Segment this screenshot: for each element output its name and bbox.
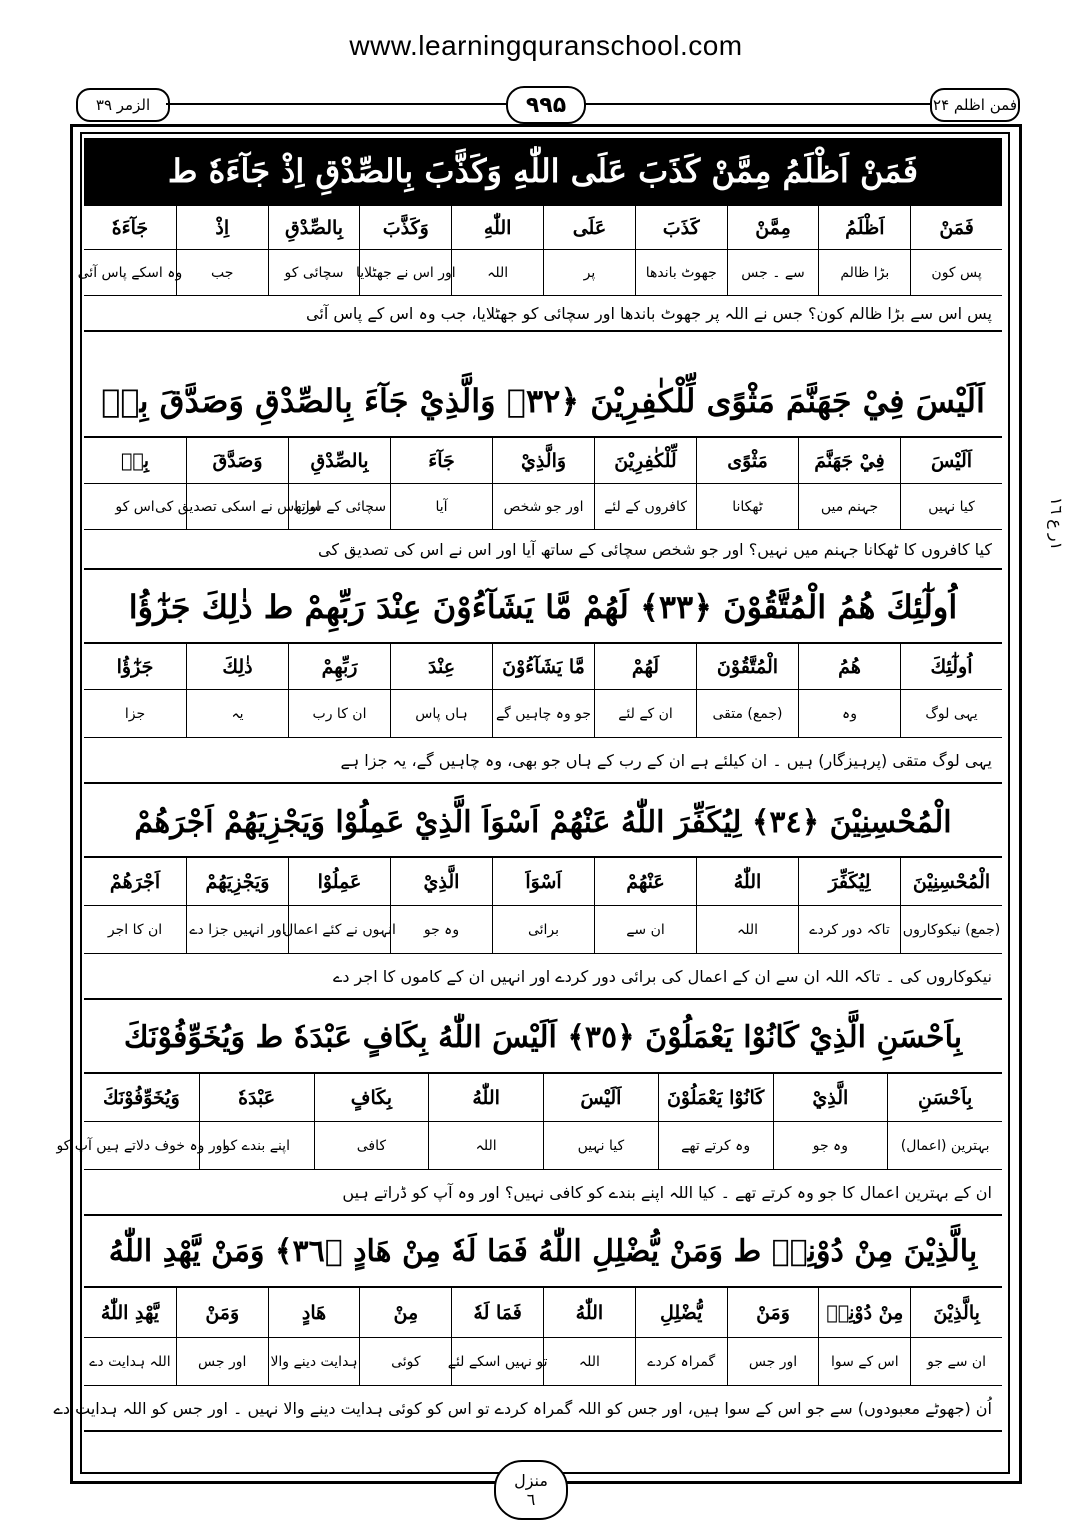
urdu-meaning: پر [543, 250, 635, 295]
arabic-word: بِهٖ [120, 449, 150, 472]
arabic-word: مَثْوًى [696, 438, 798, 483]
word-row-arabic [84, 644, 1002, 690]
arabic-word: بِالصِّدْقِ [268, 206, 360, 249]
arabic-word: وَالَّذِيْ [492, 438, 594, 483]
arabic-word: لِّلْكٰفِرِيْنَ [594, 438, 696, 483]
arabic-word: فَمَنْ [910, 206, 1002, 249]
urdu-meaning: تو نہیں اسکے لئے [451, 1338, 543, 1385]
verse-section [84, 366, 1002, 570]
arabic-word: وَمَنْ [727, 1288, 819, 1337]
urdu-meaning: اس کو [115, 498, 155, 515]
arabic-word: مِنْ دُوْنِهٖ [818, 1288, 910, 1337]
arabic-word: بِالصِّدْقِ [288, 438, 390, 483]
arabic-verse-line: بِاَحْسَنِ الَّذِيْ كَانُوْا يَعْمَلُوْنَ ﴿٣٥﴾ اَلَيْسَ اللّٰهُ بِكَافٍ عَبْدَهٗ ط وَيُخَوِّفُوْنَكَ [84, 1002, 1002, 1074]
urdu-meaning: بڑا ظالم [818, 250, 910, 295]
urdu-translation-line: نیکوکاروں کی ۔ تاکہ اللہ ان سے ان کے اعمال کی برائی دور کردے اور انہیں ان کے کاموں کا اجر دے [84, 954, 1002, 1000]
arabic-word: عِنْدَ [390, 644, 492, 689]
arabic-verse-line: الْمُحْسِنِيْنَ ﴿٣٤﴾ لِيُكَفِّرَ اللّٰهُ عَنْهُمْ اَسْوَاَ الَّذِيْ عَمِلُوْا وَيَجْزِيَهُمْ اَجْرَهُمْ [84, 788, 1002, 858]
urdu-meaning: اللہ [696, 906, 798, 953]
urdu-meaning: اللہ [451, 250, 543, 295]
word-row-urdu [84, 690, 1002, 738]
arabic-word: وَصَدَّقَ [186, 438, 288, 483]
urdu-meaning: جہنم میں [798, 484, 900, 529]
arabic-word: عَنْهُمْ [594, 858, 696, 905]
urdu-meaning: (جمع) نیکوکاروں [900, 906, 1002, 953]
arabic-word: اَلَيْسَ [900, 438, 1002, 483]
urdu-meaning: اور جو شخص [492, 484, 594, 529]
urdu-meaning: کوئی [359, 1338, 451, 1385]
word-row-urdu [84, 1338, 1002, 1386]
arabic-word: وَمَنْ [176, 1288, 268, 1337]
arabic-word: اُولٰٓئِكَ [900, 644, 1002, 689]
arabic-word: اللّٰهُ [543, 1288, 635, 1337]
arabic-word: اِذْ [176, 206, 268, 249]
arabic-word: عَمِلُوْا [288, 858, 390, 905]
arabic-verse-line: فَمَنْ اَظْلَمُ مِمَّنْ كَذَبَ عَلَى اللّٰهِ وَكَذَّبَ بِالصِّدْقِ اِذْ جَآءَهٗ ط [84, 138, 1002, 206]
manzil-label: منزل [514, 1471, 548, 1490]
arabic-word: رَبِّهِمْ [288, 644, 390, 689]
arabic-word: جَآءَهٗ [111, 216, 149, 239]
urdu-meaning: ان سے جو [910, 1338, 1002, 1385]
urdu-meaning: بہترین (اعمال) [887, 1122, 1002, 1169]
urdu-meaning: کیا نہیں [543, 1122, 658, 1169]
arabic-word: يَّهْدِ اللّٰهُ [100, 1301, 160, 1324]
urdu-meaning: اور جس [727, 1338, 819, 1385]
surah-label: الزمر ۳۹ [76, 88, 170, 122]
word-row-urdu [84, 484, 1002, 530]
verse-section [53, 1216, 1002, 1432]
urdu-translation-line: یہی لوگ متقی (پرہیزگار) ہیں ۔ ان کیلئے ہے ان کے رب کے ہاں جو بھی، وہ چاہیں گے، یہ جزا ہے [84, 738, 1002, 784]
urdu-meaning: یہ [186, 690, 288, 737]
manzil-badge [494, 1460, 568, 1520]
arabic-word: اَظْلَمُ [818, 206, 910, 249]
word-row-arabic [84, 858, 1002, 906]
urdu-meaning: وہ کرتے تھے [658, 1122, 773, 1169]
urdu-meaning: جزا [124, 705, 146, 722]
arabic-word: الْمُتَّقُوْنَ [696, 644, 798, 689]
juz-label: فمن اظلم ۲۴ [930, 88, 1020, 122]
arabic-word: وَكَذَّبَ [359, 206, 451, 249]
word-row-arabic [84, 1074, 1002, 1122]
arabic-word: مَّا يَشَآءُوْنَ [492, 644, 594, 689]
arabic-word: اللّٰهُ [428, 1074, 543, 1121]
urdu-meaning: وہ جو [773, 1122, 888, 1169]
arabic-word: الْمُحْسِنِيْنَ [900, 858, 1002, 905]
arabic-word: الَّذِيْ [773, 1074, 888, 1121]
urdu-meaning: جو وہ چاہیں گے [492, 690, 594, 737]
urdu-meaning: وہ [798, 690, 900, 737]
urdu-translation-line: پس اس سے بڑا ظالم کون؟ جس نے اللہ پر جھوٹ باندھا اور سچائی کو جھٹلایا، جب وہ اس کے پاس آئی [84, 296, 1002, 332]
arabic-word: مِمَّنْ [727, 206, 819, 249]
arabic-verse-line: اُولٰٓئِكَ هُمُ الْمُتَّقُوْنَ ﴿٣٣﴾ لَهُمْ مَّا يَشَآءُوْنَ عِنْدَ رَبِّهِمْ ط ذٰلِكَ جَزٰٓؤُا [84, 572, 1002, 644]
arabic-word: لَهُمْ [594, 644, 696, 689]
word-row-arabic [84, 206, 1002, 250]
urdu-meaning: ہاں پاس [390, 690, 492, 737]
urdu-translation-line: کیا کافروں کا ٹھکانا جہنم میں نہیں؟ اور جو شخص سچائی کے ساتھ آیا اور اس نے اس کی تصدیق کی [84, 530, 1002, 570]
arabic-word: هَادٍ [268, 1288, 360, 1337]
word-row-arabic [84, 1288, 1002, 1338]
urdu-meaning: ان کے لئے [594, 690, 696, 737]
verse-section [77, 138, 1002, 332]
arabic-word: فَمَا لَهٗ [451, 1288, 543, 1337]
arabic-word: مِنْ [359, 1288, 451, 1337]
urdu-meaning: اللہ [543, 1338, 635, 1385]
urdu-meaning: سے ۔ جس [727, 250, 819, 295]
arabic-word: وَيَجْزِيَهُمْ [186, 858, 288, 905]
urdu-meaning: اور اس نے جھٹلایا [359, 250, 451, 295]
page-number: ۹۹۵ [506, 86, 586, 124]
urdu-meaning: اور جس [176, 1338, 268, 1385]
urdu-meaning: ان کا اجر [107, 921, 163, 938]
urdu-meaning: اس کے سوا [818, 1338, 910, 1385]
verse-section [56, 1002, 1002, 1216]
arabic-word: اَجْرَهُمْ [109, 870, 161, 893]
urdu-meaning: ٹھکانا [696, 484, 798, 529]
verse-section [84, 572, 1002, 784]
arabic-word: ذٰلِكَ [186, 644, 288, 689]
verse-section [84, 788, 1002, 1000]
arabic-word: اَلَيْسَ [543, 1074, 658, 1121]
word-row-urdu [56, 1122, 1002, 1170]
urdu-meaning: سچائی کے ساتھ [288, 484, 390, 529]
arabic-word: عَلَى [543, 206, 635, 249]
urdu-meaning: جب [176, 250, 268, 295]
urdu-meaning: (جمع) متقی [696, 690, 798, 737]
urdu-meaning: وہ اسکے پاس آئی [77, 264, 183, 281]
urdu-meaning: وہ جو [390, 906, 492, 953]
urdu-meaning: کافروں کے لئے [594, 484, 696, 529]
urdu-meaning: اور وہ خوف دلاتے ہیں آپ کو [56, 1137, 227, 1154]
urdu-meaning: گمراہ کردے [635, 1338, 727, 1385]
arabic-word: بِكَافٍ [314, 1074, 429, 1121]
urdu-meaning: اپنے بندے کو [199, 1122, 314, 1169]
urdu-meaning: کیا نہیں [900, 484, 1002, 529]
arabic-word: جَزٰٓؤُا [116, 655, 154, 678]
urdu-translation-line: ان کے بہترین اعمال کا جو وہ کرتے تھے ۔ کیا اللہ اپنے بندے کو کافی نہیں؟ اور وہ آپ کو ڈراتے ہیں [84, 1170, 1002, 1216]
urdu-meaning: تاکہ دور کردے [798, 906, 900, 953]
urdu-meaning: جھوٹ باندھا [635, 250, 727, 295]
urdu-meaning: آیا [390, 484, 492, 529]
word-row-urdu [84, 906, 1002, 954]
arabic-word: هُمُ [798, 644, 900, 689]
arabic-word: بِاَحْسَنِ [887, 1074, 1002, 1121]
urdu-meaning: اور انہیں جزا دے [186, 906, 288, 953]
urdu-meaning: ان کا رب [288, 690, 390, 737]
urdu-meaning: اللہ ہدایت دے [89, 1353, 171, 1370]
arabic-word: وَيُخَوِّفُوْنَكَ [103, 1086, 180, 1109]
ruku-marker: ١ر ع ١٦ [1047, 496, 1066, 550]
arabic-verse-line: بِالَّذِيْنَ مِنْ دُوْنِهٖ ط وَمَنْ يُّضْلِلِ اللّٰهُ فَمَا لَهٗ مِنْ هَادٍ ﴿٣٦﴾ وَمَنْ يَّهْدِ اللّٰهُ [84, 1216, 1002, 1288]
urdu-meaning: ان سے [594, 906, 696, 953]
urdu-translation-line: اُن (جھوٹے معبودوں) سے جو اس کے سوا ہیں، اور جس کو اللہ گمراہ کردے تو اس کو کوئی ہدایت دینے والا نہیں ۔ اور جس کو اللہ ہدایت دے [84, 1386, 1002, 1432]
arabic-word: كَانُوْا يَعْمَلُوْنَ [658, 1074, 773, 1121]
arabic-word: اللّٰهِ [451, 206, 543, 249]
word-row-urdu [77, 250, 1002, 296]
arabic-word: يُّضْلِلِ [635, 1288, 727, 1337]
urdu-meaning: اور اس نے اسکی تصدیق کی [186, 484, 288, 529]
urdu-meaning: برائی [492, 906, 594, 953]
arabic-word: اللّٰهُ [696, 858, 798, 905]
urdu-meaning: کافی [314, 1122, 429, 1169]
arabic-word: كَذَبَ [635, 206, 727, 249]
arabic-word: اَسْوَاَ [492, 858, 594, 905]
urdu-meaning: سچائی کو [268, 250, 360, 295]
urdu-meaning: یہی لوگ [900, 690, 1002, 737]
urdu-meaning: انہوں نے کئے اعمال [288, 906, 390, 953]
arabic-word: فِيْ جَهَنَّمَ [798, 438, 900, 483]
urdu-meaning: پس کون [910, 250, 1002, 295]
manzil-number: ٦ [526, 1490, 536, 1509]
arabic-verse-line: اَلَيْسَ فِيْ جَهَنَّمَ مَثْوًى لِّلْكٰفِرِيْنَ ﴿٣٢﴾ وَالَّذِيْ جَآءَ بِالصِّدْقِ وَصَدَّقَ بِهٖ [84, 366, 1002, 438]
arabic-word: جَآءَ [390, 438, 492, 483]
arabic-word: بِالَّذِيْنَ [910, 1288, 1002, 1337]
arabic-word: الَّذِيْ [390, 858, 492, 905]
urdu-meaning: اللہ [428, 1122, 543, 1169]
arabic-word: لِيُكَفِّرَ [798, 858, 900, 905]
word-row-arabic [84, 438, 1002, 484]
site-url: www.learningquranschool.com [349, 30, 743, 61]
urdu-meaning: ہدایت دینے والا [268, 1338, 360, 1385]
arabic-word: عَبْدَهٗ [199, 1074, 314, 1121]
